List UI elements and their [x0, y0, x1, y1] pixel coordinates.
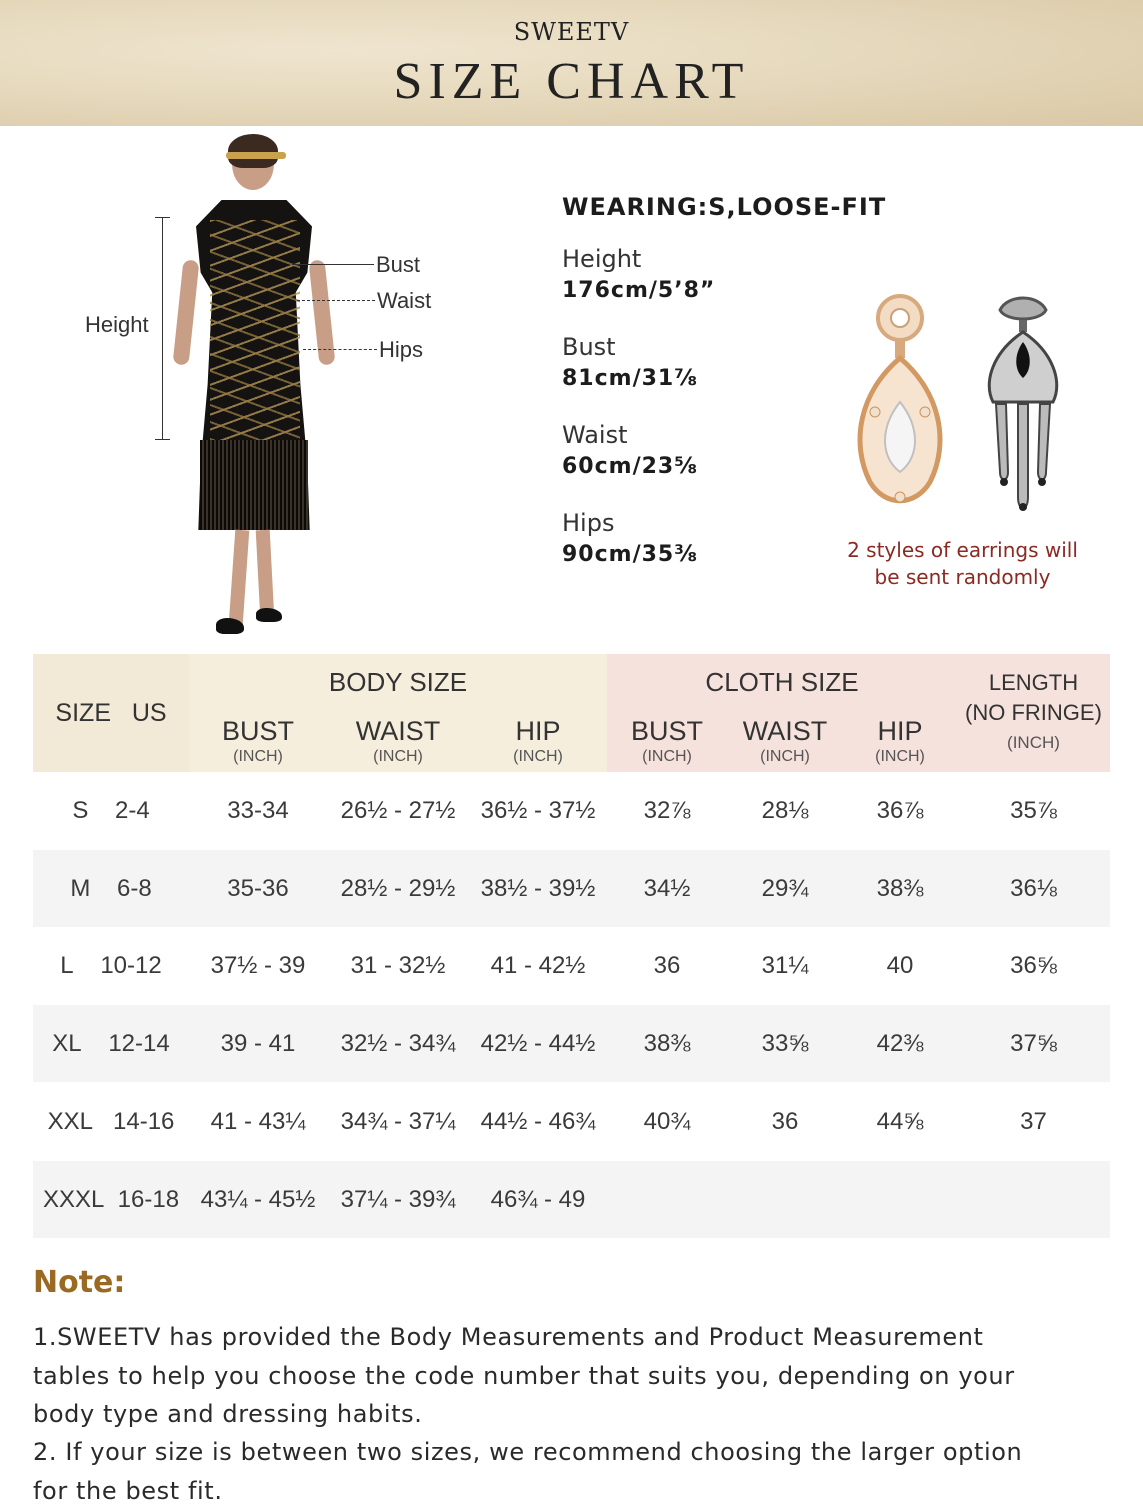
- body-hip-cell: 46¾ - 49: [469, 1161, 607, 1238]
- size-cell: [33, 927, 189, 1005]
- body-bust-unit: (INCH): [189, 748, 327, 766]
- cloth-bust-cell: 32⅞: [607, 772, 727, 850]
- body-size-header: BODY SIZE: [189, 654, 607, 710]
- body-bust-cell: 33-34: [189, 772, 327, 850]
- cloth-waist-title: WAIST: [727, 716, 843, 747]
- gold-earring-image: [845, 292, 955, 517]
- note-p1-line-1: 1.SWEETV has provided the Body Measurements and Product Measurement: [33, 1318, 1113, 1357]
- length-header: [957, 654, 1110, 772]
- page-title: SIZE CHART: [0, 52, 1143, 111]
- cloth-bust-cell: 36: [607, 927, 727, 1005]
- length-cell: 36⅛: [957, 850, 1110, 927]
- size-cell: [33, 1161, 189, 1238]
- bust-label: Bust: [376, 252, 420, 278]
- cloth-bust-header: [607, 710, 727, 772]
- note-paragraph-2: [33, 1433, 1113, 1510]
- waist-guide-line: [297, 300, 375, 301]
- body-bust-cell: 35-36: [189, 850, 327, 927]
- body-waist-cell: 31 - 32½: [327, 927, 469, 1005]
- body-waist-cell: 34¾ - 37¼: [327, 1082, 469, 1161]
- note-paragraph-1: [33, 1318, 1113, 1434]
- us-value: 16-18: [118, 1186, 179, 1213]
- body-waist-header: [327, 710, 469, 772]
- note-p1-line-2: tables to help you choose the code number that suits you, depending on your: [33, 1357, 1113, 1396]
- model-waist-label: Waist: [562, 421, 627, 449]
- model-height-label: Height: [562, 245, 641, 273]
- cloth-waist-cell: 28⅛: [727, 772, 843, 850]
- model-height-value: 176cm/5’8”: [562, 278, 715, 303]
- height-guide-line: [162, 217, 163, 439]
- cloth-bust-cell: 34½: [607, 850, 727, 927]
- body-hip-title: HIP: [469, 716, 607, 747]
- hips-label: Hips: [379, 337, 423, 363]
- dress-fringe: [200, 440, 308, 530]
- body-waist-title: WAIST: [327, 716, 469, 747]
- size-value: XXXL: [43, 1186, 104, 1213]
- length-cell: 37⅝: [957, 1005, 1110, 1082]
- body-bust-cell: 43¼ - 45½: [189, 1161, 327, 1238]
- model-leg-right: [256, 530, 275, 619]
- body-waist-cell: 37¼ - 39¾: [327, 1161, 469, 1238]
- us-value: 2-4: [115, 797, 150, 824]
- cloth-waist-cell: 36: [727, 1082, 843, 1161]
- length-cell: 36⅝: [957, 927, 1110, 1005]
- size-cell: [33, 772, 189, 850]
- model-hips-value: 90cm/35⅜: [562, 542, 698, 567]
- cloth-hip-cell: 38⅜: [843, 850, 957, 927]
- model-shoe-right: [256, 608, 282, 622]
- cloth-hip-header: [843, 710, 957, 772]
- length-cell: 37: [957, 1082, 1110, 1161]
- body-waist-unit: (INCH): [327, 748, 469, 766]
- size-cell: [33, 1082, 189, 1161]
- cloth-waist-unit: (INCH): [727, 748, 843, 766]
- cloth-bust-cell: [607, 1161, 727, 1238]
- size-value: M: [70, 875, 90, 902]
- body-hip-cell: 41 - 42½: [469, 927, 607, 1005]
- header-banner: [0, 0, 1143, 126]
- body-waist-cell: 28½ - 29½: [327, 850, 469, 927]
- table-row: [33, 927, 1110, 1005]
- cloth-waist-cell: 31¼: [727, 927, 843, 1005]
- body-hip-cell: 36½ - 37½: [469, 772, 607, 850]
- cloth-hip-cell: 42⅜: [843, 1005, 957, 1082]
- cloth-waist-header: [727, 710, 843, 772]
- body-hip-cell: 38½ - 39½: [469, 850, 607, 927]
- us-value: 6-8: [117, 875, 152, 902]
- cloth-bust-title: BUST: [607, 716, 727, 747]
- size-chart-table: [33, 654, 1110, 1238]
- size-cell: [33, 1005, 189, 1082]
- height-label: Height: [85, 312, 149, 338]
- height-guide-bottom-tick: [155, 439, 170, 440]
- cloth-bust-cell: 40¾: [607, 1082, 727, 1161]
- cloth-waist-cell: 33⅝: [727, 1005, 843, 1082]
- body-hip-cell: 42½ - 44½: [469, 1005, 607, 1082]
- waist-label: Waist: [377, 288, 431, 314]
- model-waist-value: 60cm/23⅝: [562, 454, 698, 479]
- cloth-hip-cell: 44⅝: [843, 1082, 957, 1161]
- body-waist-cell: 32½ - 34¾: [327, 1005, 469, 1082]
- earring-note: [820, 537, 1105, 591]
- cloth-bust-unit: (INCH): [607, 748, 727, 766]
- length-cell: [957, 1161, 1110, 1238]
- table-row: [33, 850, 1110, 927]
- bust-guide-line: [292, 264, 374, 265]
- size-cell: [33, 850, 189, 927]
- cloth-waist-cell: [727, 1161, 843, 1238]
- body-hip-header: [469, 710, 607, 772]
- headband: [226, 152, 286, 159]
- body-bust-title: BUST: [189, 716, 327, 747]
- length-header-line-2: (NO FRINGE): [957, 698, 1110, 728]
- table-row: [33, 1161, 1110, 1238]
- table-row: [33, 772, 1110, 850]
- cloth-hip-unit: (INCH): [843, 748, 957, 766]
- size-us-header: SIZE US: [33, 654, 189, 772]
- note-p2-line-1: 2. If your size is between two sizes, we recommend choosing the larger option: [33, 1433, 1113, 1472]
- body-bust-cell: 41 - 43¼: [189, 1082, 327, 1161]
- size-value: XL: [52, 1030, 81, 1057]
- earring-note-line-1: 2 styles of earrings will: [820, 537, 1105, 564]
- body-waist-cell: 26½ - 27½: [327, 772, 469, 850]
- model-hips-label: Hips: [562, 509, 614, 537]
- model-shoe-left: [216, 618, 244, 634]
- model-leg-left: [229, 530, 250, 626]
- model-arm-left: [173, 259, 200, 365]
- silver-earring-image: [978, 292, 1068, 520]
- size-value: XXL: [48, 1108, 93, 1135]
- us-value: 14-16: [113, 1108, 174, 1135]
- model-hair: [228, 134, 278, 168]
- body-hip-unit: (INCH): [469, 748, 607, 766]
- note-p2-line-2: for the best fit.: [33, 1472, 1113, 1510]
- cloth-hip-cell: 36⅞: [843, 772, 957, 850]
- table-row: [33, 1005, 1110, 1082]
- model-bust-label: Bust: [562, 333, 616, 361]
- earring-note-line-2: be sent randomly: [820, 564, 1105, 591]
- length-header-line-1: LENGTH: [957, 668, 1110, 698]
- model-photo: [170, 130, 340, 640]
- height-guide-top-tick: [155, 217, 170, 218]
- cloth-bust-cell: 38⅜: [607, 1005, 727, 1082]
- size-value: L: [60, 952, 73, 979]
- us-value: 10-12: [100, 952, 161, 979]
- note-title: Note:: [33, 1265, 125, 1300]
- cloth-size-header: CLOTH SIZE: [607, 654, 957, 710]
- table-row: [33, 1082, 1110, 1161]
- note-p1-line-3: body type and dressing habits.: [33, 1395, 1113, 1434]
- cloth-hip-title: HIP: [843, 716, 957, 747]
- cloth-hip-cell: 40: [843, 927, 957, 1005]
- cloth-hip-cell: [843, 1161, 957, 1238]
- us-value: 12-14: [108, 1030, 169, 1057]
- body-bust-cell: 39 - 41: [189, 1005, 327, 1082]
- wearing-size: WEARING:S,LOOSE-FIT: [562, 193, 886, 221]
- body-bust-header: [189, 710, 327, 772]
- dress-beading: [210, 220, 300, 440]
- hips-guide-line: [303, 349, 377, 350]
- body-hip-cell: 44½ - 46¾: [469, 1082, 607, 1161]
- body-bust-cell: 37½ - 39: [189, 927, 327, 1005]
- cloth-waist-cell: 29¾: [727, 850, 843, 927]
- model-bust-value: 81cm/31⅞: [562, 366, 698, 391]
- size-value: S: [72, 797, 88, 824]
- brand-name: SWEETV: [0, 18, 1143, 46]
- length-unit: (INCH): [957, 728, 1110, 758]
- length-cell: 35⅞: [957, 772, 1110, 850]
